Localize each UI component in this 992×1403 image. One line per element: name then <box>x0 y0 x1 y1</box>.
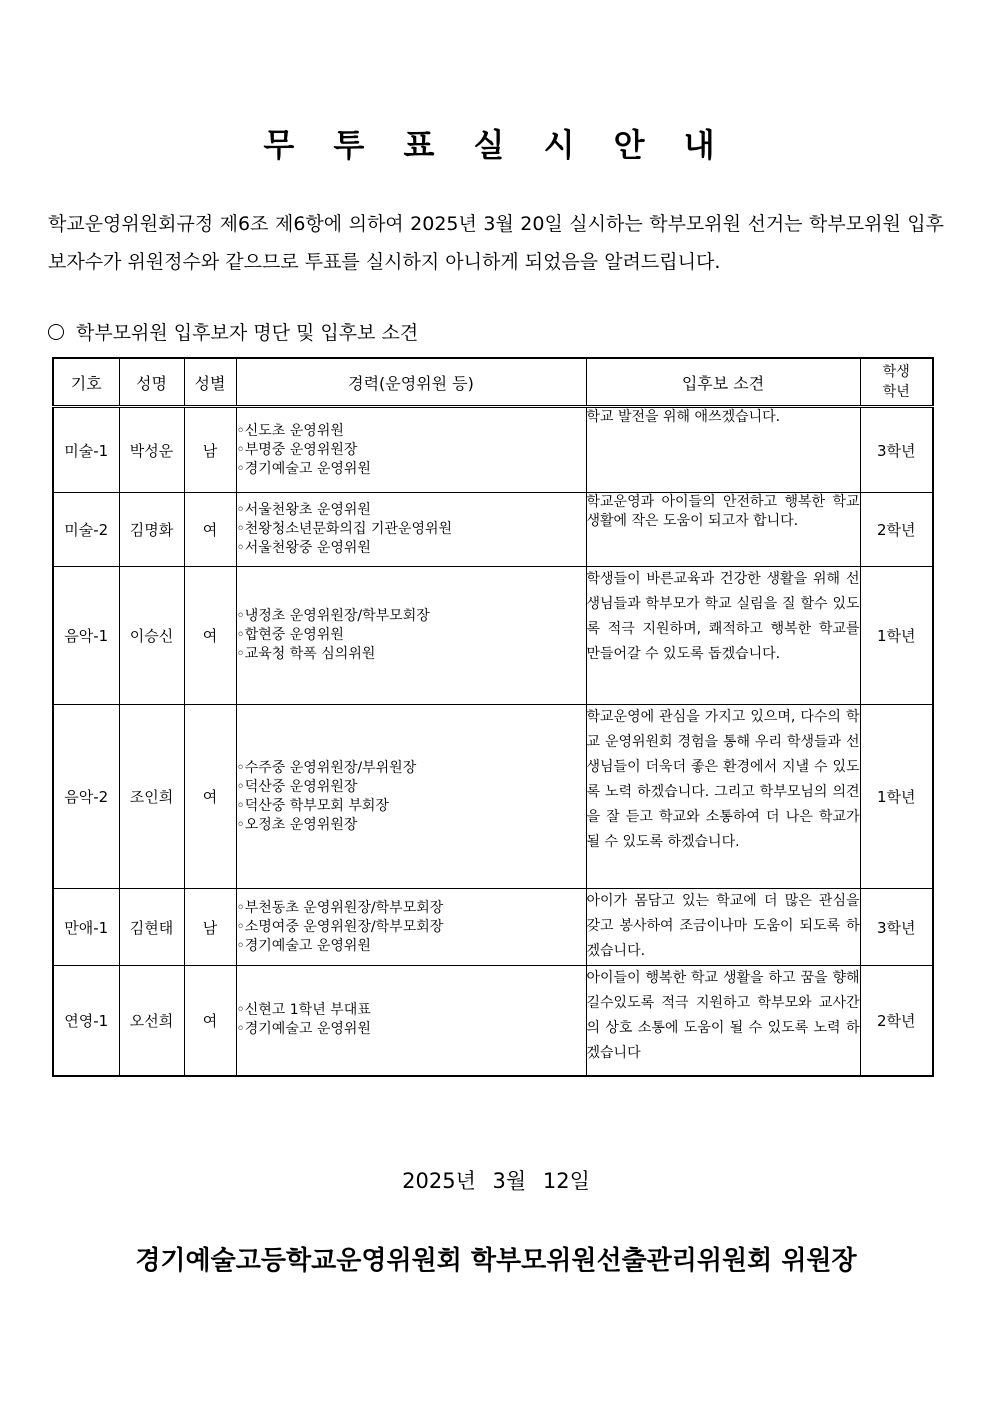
table-row <box>53 407 933 493</box>
cell-grade: 2학년 <box>860 966 933 1076</box>
table-row <box>53 705 933 889</box>
header-grade <box>860 358 933 407</box>
cell-career <box>236 705 586 889</box>
table-row <box>53 567 933 705</box>
career-line: ◦교육청 학폭 심의위원 <box>236 646 376 662</box>
cell-name: 김현태 <box>119 889 184 966</box>
section-heading <box>48 318 418 345</box>
career-line: ◦수주중 운영위원장/부위원장 <box>236 759 417 776</box>
cell-career <box>236 966 586 1076</box>
career-line: ◦신도초 운영위원 <box>236 422 344 439</box>
cell-gender: 남 <box>184 407 236 493</box>
header-grade-line2: 학년 <box>882 384 910 400</box>
cell-gender: 여 <box>184 705 236 889</box>
cell-career <box>236 493 586 567</box>
table-row <box>53 966 933 1076</box>
cell-gender: 여 <box>184 966 236 1076</box>
cell-code: 음악-1 <box>53 567 119 705</box>
header-name: 성명 <box>119 358 184 407</box>
cell-name: 박성운 <box>119 407 184 493</box>
cell-code: 만애-1 <box>53 889 119 966</box>
career-line: ◦신현고 1학년 부대표 <box>236 1002 371 1019</box>
career-line: ◦경기예술고 운영위원 <box>236 937 371 954</box>
cell-opinion: 아이가 몸담고 있는 학교에 더 많은 관심을 갖고 봉사하여 조금이나마 도움이 되도록 하겠습니다. <box>586 889 860 966</box>
cell-gender: 여 <box>184 567 236 705</box>
cell-code: 음악-2 <box>53 705 119 889</box>
career-line: ◦냉정초 운영위원장/학부모회장 <box>236 608 430 624</box>
career-line: ◦부명중 운영위원장 <box>236 441 358 458</box>
career-line: ◦합현중 운영위원 <box>236 627 344 643</box>
career-line: ◦천왕청소년문화의집 기관운영위원 <box>236 521 453 537</box>
header-gender: 성별 <box>184 358 236 407</box>
career-line: ◦덕산중 운영위원장 <box>236 778 358 795</box>
circle-bullet-icon <box>48 324 64 340</box>
table-row <box>53 493 933 567</box>
cell-opinion: 학교운영에 관심을 가지고 있으며, 다수의 학교 운영위원회 경험을 통해 우리 학생들과 선생님들이 더욱더 좋은 환경에서 지낼 수 있도록 노력 하겠습니다. 그리고 학부모님의 의견을 잘 듣고 학교와 소통하여 더 나은 학교가 될 수 있도록 하겠습니다. <box>586 705 860 889</box>
cell-grade: 1학년 <box>860 567 933 705</box>
career-line: ◦경기예술고 운영위원 <box>236 1021 371 1038</box>
cell-gender: 남 <box>184 889 236 966</box>
cell-code: 연영-1 <box>53 966 119 1076</box>
cell-opinion: 학교운영과 아이들의 안전하고 행복한 학교생활에 작은 도움이 되고자 합니다. <box>586 493 860 567</box>
cell-career <box>236 407 586 493</box>
cell-opinion: 아이들이 행복한 학교 생활을 하고 꿈을 향해 길수있도록 적극 지원하고 학부모와 교사간의 상호 소통에 도움이 될 수 있도록 노력 하겠습니다 <box>586 966 860 1076</box>
cell-gender: 여 <box>184 493 236 567</box>
cell-career <box>236 889 586 966</box>
cell-grade: 1학년 <box>860 705 933 889</box>
cell-code: 미술-2 <box>53 493 119 567</box>
career-line: ◦부천동초 운영위원장/학부모회장 <box>236 899 444 916</box>
section-heading-text: 학부모위원 입후보자 명단 및 입후보 소견 <box>76 322 419 344</box>
cell-name: 오선희 <box>119 966 184 1076</box>
intro-paragraph: 학교운영위원회규정 제6조 제6항에 의하여 2025년 3월 20일 실시하는 학부모위원 선거는 학부모위원 입후보자수가 위원정수와 같으므로 투표를 실시하지 아니하게 되었음을 알려드립니다. <box>48 213 944 273</box>
header-grade-line1: 학생 <box>882 364 910 380</box>
cell-career <box>236 567 586 705</box>
header-opinion: 입후보 소견 <box>586 358 860 407</box>
career-line: ◦서울천왕초 운영위원 <box>236 502 371 518</box>
cell-name: 조인희 <box>119 705 184 889</box>
signature-line: 경기예술고등학교운영위원회 학부모위원선출관리위원회 위원장 <box>135 1246 857 1276</box>
career-line: ◦오정초 운영위원장 <box>236 816 358 833</box>
table-header-row <box>53 358 933 407</box>
career-line: ◦덕산중 학부모회 부회장 <box>236 797 389 814</box>
career-line: ◦소명여중 운영위원장/학부모회장 <box>236 918 444 935</box>
document-title: 무 투 표 실 시 안 내 <box>263 126 729 164</box>
cell-name: 이승신 <box>119 567 184 705</box>
header-career: 경력(운영위원 등) <box>236 358 586 407</box>
cell-grade: 2학년 <box>860 493 933 567</box>
cell-grade: 3학년 <box>860 407 933 493</box>
career-line: ◦서울천왕중 운영위원 <box>236 540 371 556</box>
career-line: ◦경기예술고 운영위원 <box>236 460 371 477</box>
candidate-table <box>52 357 934 1077</box>
cell-name: 김명화 <box>119 493 184 567</box>
header-code: 기호 <box>53 358 119 407</box>
notice-date: 2025년 3월 12일 <box>402 1169 590 1193</box>
cell-opinion: 학교 발전을 위해 애쓰겠습니다. <box>586 407 860 493</box>
cell-code: 미술-1 <box>53 407 119 493</box>
table-row <box>53 889 933 966</box>
cell-grade: 3학년 <box>860 889 933 966</box>
cell-opinion: 학생들이 바른교육과 건강한 생활을 위해 선생님들과 학부모가 학교 실림을 질 할수 있도록 적극 지원하며, 쾌적하고 행복한 학교를 만들어갈 수 있도록 돕겠습니다. <box>586 567 860 705</box>
